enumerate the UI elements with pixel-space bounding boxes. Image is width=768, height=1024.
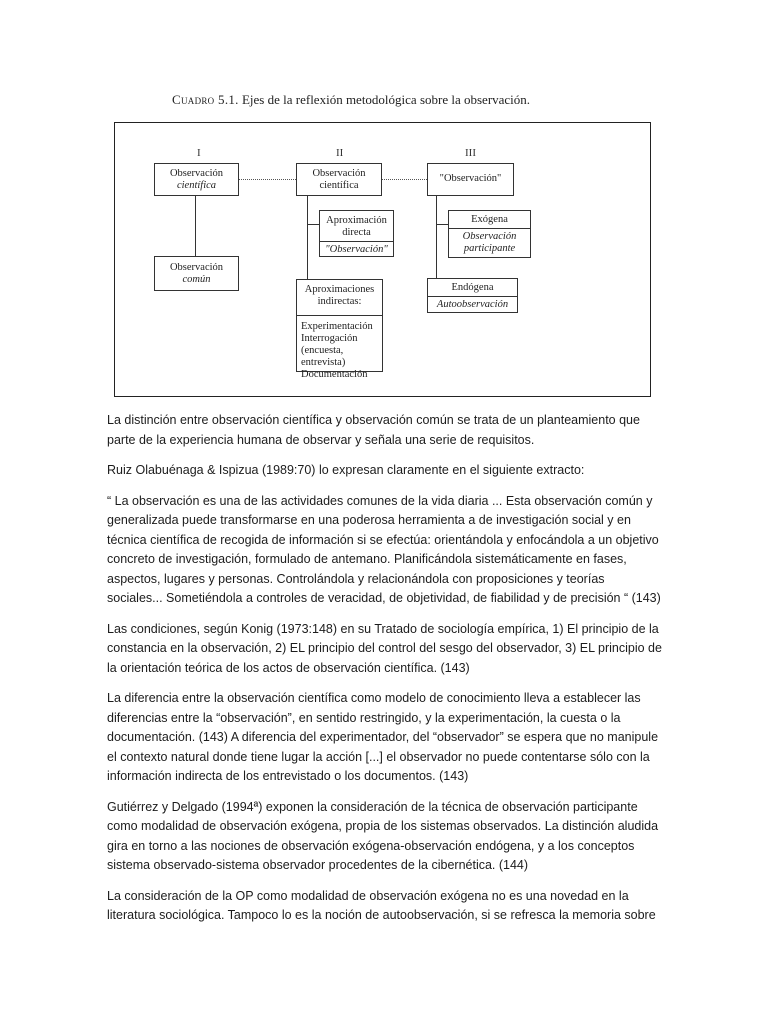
connector-col3-exo	[436, 224, 448, 225]
box-label: indirectas:	[317, 296, 362, 307]
figure-title	[172, 92, 530, 108]
box-direct-approach	[319, 210, 394, 257]
box-indirect-approaches	[296, 279, 383, 380]
box-scientific-observation-2	[296, 163, 382, 196]
paragraph: La diferencia entre la observación científica como modelo de conocimiento lleva a establecer las diferencias entre la “observación”, en sentido restringido, y la experimentación, la cuesta o la documentación. (143) A diferencia del experimentador, del “observador” se espera que no manipule el contexto natural donde tiene lugar la acción [...] el observador no puede contentarse sólo con la información indirecta de los entrevistado o los documentos. (143)	[107, 691, 659, 783]
column-label-1: I	[197, 147, 201, 159]
box-label: Aproximaciones	[304, 284, 375, 295]
indirect-item: Experimentación	[301, 321, 373, 332]
box-label: Endógena	[451, 282, 494, 293]
figure-number: Cuadro 5.1.	[172, 92, 239, 107]
box-common-observation	[154, 256, 239, 291]
box-label-italic: común	[182, 274, 211, 285]
column-label-2: II	[336, 147, 344, 159]
dotted-connector-1-2	[239, 179, 296, 180]
paragraph: Ruiz Olabuénaga & Ispizua (1989:70) lo expresan claramente en el siguiente extracto:	[107, 463, 585, 477]
figure-caption: Ejes de la reflexión metodológica sobre la observación.	[238, 92, 531, 107]
box-label: Aproximación	[326, 215, 387, 226]
paragraph: Gutiérrez y Delgado (1994ª) exponen la consideración de la técnica de observación participante como modalidad de observación exógena, propia de los sistemas observados. La distinción aludida gira en torno a las nociones de observación exógena-observación endógena, y a los conceptos sistema observado-sistema observador procedentes de la cibernética. (144)	[107, 799, 659, 872]
box-sublabel: participante	[463, 243, 516, 254]
box-label: Observación	[169, 262, 224, 273]
box-sublabel: Observación	[462, 231, 517, 242]
column-label-3: III	[465, 147, 476, 159]
paragraph: La consideración de la OP como modalidad de observación exógena no es una novedad en la literatura sociológica. Tampoco lo es la noción de autoobservación, si se refresca la memoria sobre	[107, 888, 656, 922]
box-label-italic: científica	[176, 180, 217, 191]
connector-col3-vertical	[436, 196, 437, 281]
paragraph: La distinción entre observación científica y observación común se trata de un planteamiento que parte de la experiencia humana de observar y señala una serie de requisitos.	[107, 413, 640, 447]
box-label: "Observación"	[439, 173, 502, 184]
connector-col2-vertical	[307, 196, 308, 279]
box-sublabel: Autoobservación	[428, 296, 517, 311]
box-label: Observación	[312, 168, 366, 179]
box-observation-quoted	[427, 163, 514, 196]
box-endogenous	[427, 278, 518, 313]
indirect-item: Documentación	[301, 369, 368, 380]
box-label: científica	[319, 180, 359, 191]
box-label: directa	[342, 227, 371, 238]
body-text	[107, 411, 662, 937]
box-scientific-observation-1	[154, 163, 239, 196]
methodology-diagram	[114, 122, 651, 397]
paragraph: Las condiciones, según Konig (1973:148) en su Tratado de sociología empírica, 1) El principio de la constancia en la observación, 2) EL principio del control del sesgo del observador, 3) EL principio de la orientación teórica de los actos de observación científica. (143)	[107, 621, 662, 675]
paragraph-quote: “ La observación es una de las actividades comunes de la vida diaria ... Esta observación común y generalizada puede transformarse en una poderosa herramienta a de investigación social y en técnica científica de recogida de información si se efectúa: orientándola y enfocándola a un objetivo concreto de investigación, formulado de antemano. Planificándola sistemáticamente en fases, aspectos, lugares y personas. Controlándola y relacionándola con proposiciones y teorías sociales... Sometiéndola a controles de veracidad, de objetividad, de fiabilidad y de precisión “ (143)	[107, 493, 661, 605]
box-sublabel: "Observación"	[320, 241, 393, 256]
indirect-item: (encuesta, entrevista)	[301, 345, 346, 368]
box-label: Exógena	[471, 214, 508, 225]
box-exogenous	[448, 210, 531, 258]
dotted-connector-2-3	[382, 179, 427, 180]
connector-col1	[195, 196, 196, 256]
connector-col2-direct	[307, 224, 319, 225]
indirect-item: Interrogación	[301, 333, 358, 344]
box-label: Observación	[169, 168, 224, 179]
